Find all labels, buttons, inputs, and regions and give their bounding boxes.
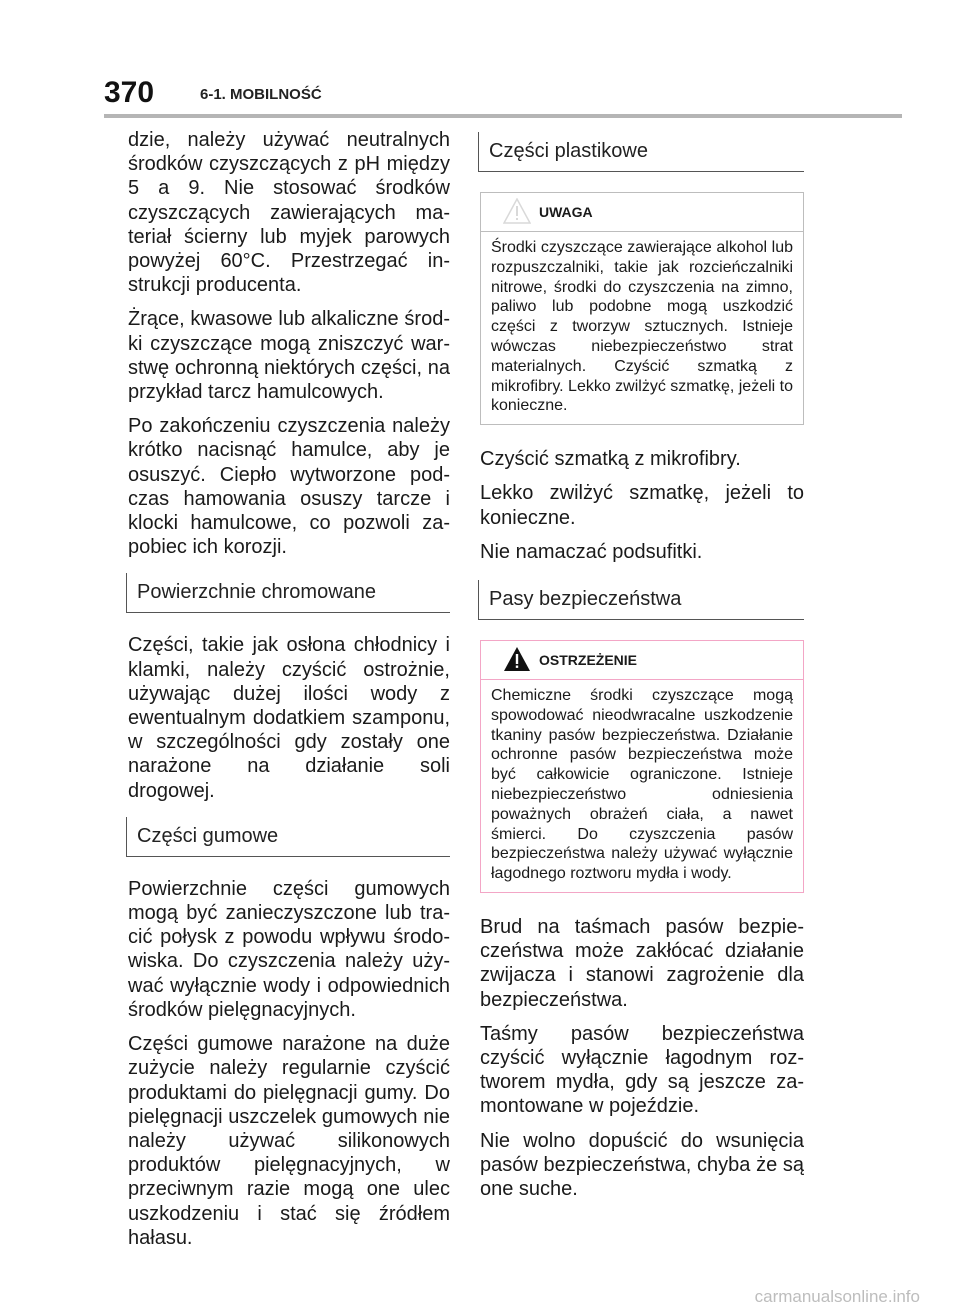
subheading-plastic: Części plastikowe — [478, 132, 804, 172]
warning-triangle-icon — [503, 646, 531, 672]
section-title: 6-1. MOBILNOŚĆ — [200, 86, 322, 103]
paragraph: Części, takie jak osłona chłodnicy i klamki, należy czyścić ostrożnie, używając dużej ilości wody z ewentualnym dodatkiem szamponu, w szczególności gdy zostały one narażone na działanie soli drogowej. — [128, 634, 450, 802]
page-header — [104, 78, 904, 114]
paragraph: Taśmy pasów bezpieczeństwa czyścić wyłącznie łagodnym roztworem mydła, gdy są jeszcze zamontowane w pojeździe. — [480, 1022, 804, 1118]
paragraph: Powierzchnie części gumowych mogą być zanieczyszczone lub tracić połysk z powodu wpływu środowiska. Do czyszczenia należy używać wyłącznie wody i odpowiednich środków pielęgnacyjnych. — [128, 877, 450, 1021]
caution-label: UWAGA — [539, 204, 593, 220]
paragraph: Brud na taśmach pasów bezpieczeństwa może zakłócać działanie zwijacza i stanowi zagrożenie dla bezpieczeństwa. — [480, 915, 804, 1011]
caution-header — [481, 193, 803, 232]
paragraph: dzie, należy używać neutralnych środków czyszczących z pH między 5 a 9. Nie stosować środków czyszczących zawierających materiał ścierny lub myjek parowych powyżej 60°C. Przestrzegać instrukcji producenta. — [128, 129, 450, 297]
caution-triangle-icon — [503, 198, 531, 224]
warning-label: OSTRZEŻENIE — [539, 651, 638, 668]
paragraph: Lekko zwilżyć szmatkę, jeżeli to konieczne. — [480, 482, 804, 529]
subheading-rubber: Części gumowe — [126, 817, 450, 857]
header-rule — [104, 114, 902, 118]
paragraph: Części gumowe narażone na duże zużycie należy regularnie czyścić produktami do pielęgnacji gumy. Do pielęgnacji uszczelek gumowych nie należy używać silikonowych produktów pielęgnacyjnych, w przeciwnym razie mogą one ulec uszkodzeniu i stać się źródłem hałasu. — [128, 1033, 450, 1249]
right-column — [480, 128, 804, 1211]
caution-box — [480, 192, 804, 425]
page-number: 370 — [104, 76, 155, 109]
paragraph: Po zakończeniu czyszczenia należy krótko nacisnąć hamulce, aby je osuszyć. Ciepło wytworzone podczas hamowania osuszy tarcze i klocki hamulcowe, co pozwoli zapobiec ich korozji. — [128, 415, 450, 559]
subheading-chrome: Powierzchnie chromowane — [126, 573, 450, 613]
paragraph: Czyścić szmatką z mikrofibry. — [480, 448, 741, 471]
caution-text: Środki czyszczące zawierające alkohol lub rozpuszczalniki, takie jak rozcieńczalniki nitrowe, środki do czyszczenia na zimno, paliwo lub podobne mogą uszkodzić części z tworzyw sztucznych. Istnieje wówczas niebezpieczeństwo strat materialnych. Czyścić szmatką z mikrofibry. Lekko zwilżyć szmatkę, jeżeli to konieczne. — [491, 239, 793, 415]
warning-box — [480, 640, 804, 893]
paragraph: Żrące, kwasowe lub alkaliczne środki czyszczące mogą zniszczyć warstwę ochronną niektórych części, na przykład tarcz hamulcowych. — [128, 308, 450, 404]
paragraph: Nie namaczać podsufitki. — [480, 540, 703, 563]
left-column — [128, 128, 450, 1260]
watermark: carmanualsonline.info — [754, 1287, 920, 1306]
paragraph: Nie wolno dopuścić do wsunięcia pasów bezpieczeństwa, chyba że są one suche. — [480, 1129, 804, 1200]
subheading-belts: Pasy bezpieczeństwa — [478, 580, 804, 620]
warning-header — [481, 641, 803, 680]
warning-text: Chemiczne środki czyszczące mogą spowodować nieodwracalne uszkodzenie tkaniny pasów bezpieczeństwa. Działanie ochronne pasów bezpieczeństwa może być całkowicie ograniczone. Istnieje niebezpieczeństwo odniesienia poważnych obrażeń ciała, a nawet śmierci. Do czyszczenia pasów bezpieczeństwa należy używać wyłącznie łagodnego roztworu mydła i wody. — [491, 686, 793, 883]
